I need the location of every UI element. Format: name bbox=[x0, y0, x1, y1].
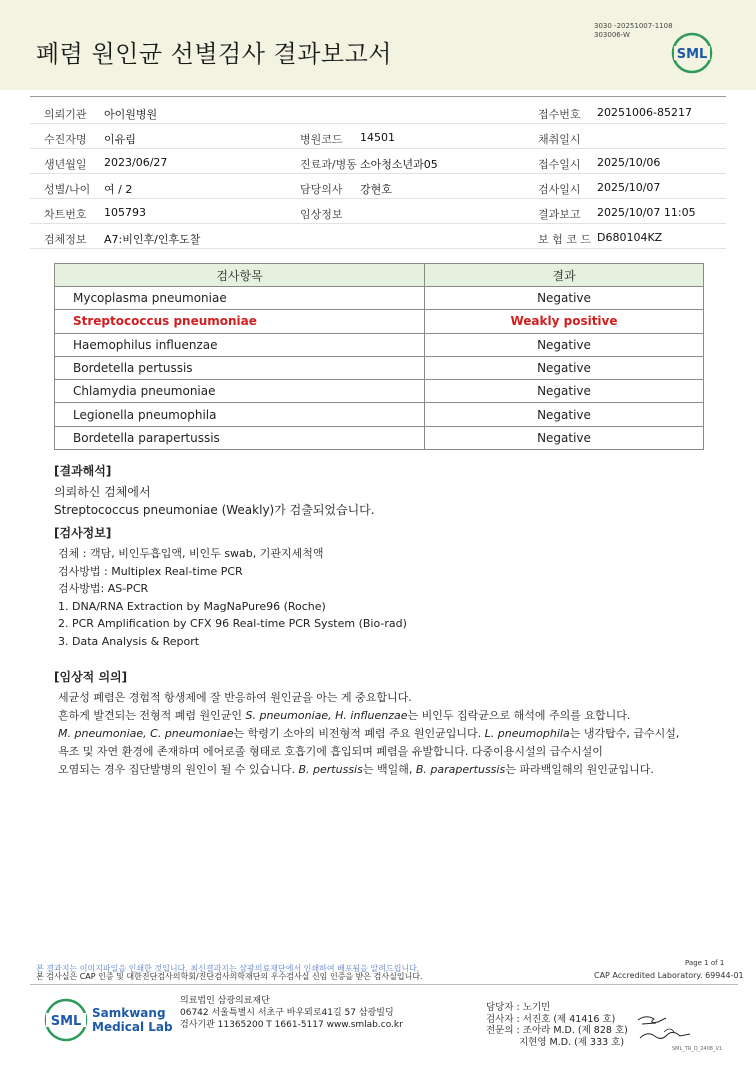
organization-info: 의료법인 삼광의료재단 06742 서울특별시 서초구 바우뫼로41길 57 삼광빌딩 검사기관 11365200 T 1661-5117 www.smlab.co.kr bbox=[180, 996, 403, 1030]
cap-accreditation: CAP Accredited Laboratory. 69944-01 bbox=[594, 971, 744, 980]
results-table bbox=[54, 263, 704, 450]
brand-name: Samkwang Medical Lab bbox=[92, 1006, 173, 1034]
table-row: Legionella pneumophila Negative bbox=[55, 403, 704, 426]
sex-age-value: 여 / 2 bbox=[104, 183, 133, 196]
svg-text:SML: SML bbox=[676, 47, 708, 62]
table-row: Bordetella pertussis Negative bbox=[55, 356, 704, 379]
test-info-section: [검사정보] 검체 : 객담, 비인두흡입액, 비인두 swab, 기관지세척액 검사방법 : Multiplex Real-time PCR 검사방법: AS-PCR 1. DNA/RNA Extraction by MagNaPure96 (Roche) 2. PCR Amplification by CFX 96 Real-time PCR System (Bio-rad) 3. Data Analysis & Report bbox=[54, 524, 714, 651]
patient-info bbox=[30, 99, 726, 249]
table-row: Chlamydia pneumoniae Negative bbox=[55, 380, 704, 403]
accreditation-notice: 본 검사실은 CAP 인증 및 대한진단검사의학회/진단검사의학재단의 우수검사실 신임 인증을 받은 검사실입니다. bbox=[36, 972, 423, 981]
column-header-item: 검사항목 bbox=[55, 264, 425, 287]
signature-icon bbox=[634, 1010, 694, 1044]
info-row: 성별/나이 여 / 2 담당의사 강현호 검사일시 2025/10/07 bbox=[30, 174, 726, 199]
interpretation-heading: [결과해석] bbox=[54, 464, 112, 478]
staff-info: 담당자 : 노기민 검사자 : 서진호 (제 41416 호) 전문의 : 조아라 M.D. (제 828 호) 지현영 M.D. (제 333 호) bbox=[486, 1002, 628, 1048]
test-info-heading: [검사정보] bbox=[54, 526, 112, 540]
hospital-code-value: 14501 bbox=[360, 131, 395, 144]
insurance-code-value: D680104KZ bbox=[597, 231, 663, 244]
specimen-value: A7:비인후/인후도찰 bbox=[104, 233, 201, 246]
department-value: 소아청소년과05 bbox=[360, 158, 438, 171]
column-header-result: 결과 bbox=[425, 264, 704, 287]
page-number: Page 1 of 1 bbox=[685, 959, 725, 967]
info-row: 생년월일 2023/06/27 진료과/병동 소아청소년과05 접수일시 2025/10/06 bbox=[30, 149, 726, 174]
sml-logo-icon bbox=[44, 998, 88, 1042]
receipt-no-value: 20251006-85217 bbox=[597, 106, 692, 119]
doctor-value: 강현호 bbox=[360, 183, 392, 196]
table-header-row bbox=[55, 264, 704, 287]
patient-value: 이유림 bbox=[104, 133, 136, 146]
table-row: Bordetella parapertussis Negative bbox=[55, 426, 704, 449]
document-code: 3030 -20251007-1108 303006-W bbox=[594, 22, 673, 39]
info-row: 수진자명 이유림 병원코드 14501 채취일시 bbox=[30, 124, 726, 149]
report-title: 폐렴 원인균 선별검사 결과보고서 bbox=[36, 40, 392, 68]
table-row: Mycoplasma pneumoniae Negative bbox=[55, 287, 704, 310]
chart-no-value: 105793 bbox=[104, 206, 146, 219]
test-date-value: 2025/10/07 bbox=[597, 181, 661, 194]
table-row: Haemophilus influenzae Negative bbox=[55, 333, 704, 356]
institution-value: 아이원병원 bbox=[104, 108, 158, 121]
clinical-heading: [임상적 의의] bbox=[54, 670, 128, 684]
header-divider bbox=[30, 96, 726, 97]
sml-logo-icon bbox=[671, 32, 713, 74]
footer-divider bbox=[30, 984, 738, 985]
svg-text:SML: SML bbox=[50, 1014, 82, 1029]
print-notice: 본 결과지는 이미지파일을 인쇄한 것입니다. 최신결과지는 삼광의료재단에서 인쇄하여 배포됨을 알려드립니다. bbox=[36, 964, 420, 973]
interpretation-section: [결과해석] 의뢰하신 검체에서 Streptococcus pneumoniae (Weakly)가 검출되었습니다. bbox=[54, 462, 714, 519]
info-row: 의뢰기관 아이원병원 접수번호 20251006-85217 bbox=[30, 99, 726, 124]
receipt-date-value: 2025/10/06 bbox=[597, 156, 661, 169]
table-row-positive: Streptococcus pneumoniae Weakly positive bbox=[55, 310, 704, 333]
report-date-value: 2025/10/07 11:05 bbox=[597, 206, 696, 219]
info-row: 차트번호 105793 임상정보 결과보고 2025/10/07 11:05 bbox=[30, 199, 726, 224]
birth-value: 2023/06/27 bbox=[104, 156, 168, 169]
form-code: SML_TR_Q_2408_V1 bbox=[672, 1046, 723, 1052]
clinical-significance-section: [임상적 의의] 세균성 폐렴은 경험적 항생제에 잘 반응하여 원인균을 아는 게 중요합니다. 흔하게 발견되는 전형적 폐렴 원인균인 S. pneumoniae, H. influenzae는 비인두 집락균으로 해석에 주의를 요합니다. M. pneumoniae, C. pneumoniae는 학령기 소아의 비전형적 폐렴 주요 원인균입니다. L. pneumophila는 냉각탑수, 급수시설, 욕조 및 자연 환경에 존재하며 에어로졸 형태로 호흡기에 흡입되며 폐렴을 유발합니다. 다중이용시설의 급수시설이 오염되는 경우 집단발병의 원인이 될 수 있습니다. B. pertussis는 백일해, B. parapertussis는 파라백일해의 원인균입니다. bbox=[54, 668, 714, 779]
info-row: 검체정보 A7:비인후/인후도찰 보 험 코 드 D680104KZ bbox=[30, 224, 726, 249]
